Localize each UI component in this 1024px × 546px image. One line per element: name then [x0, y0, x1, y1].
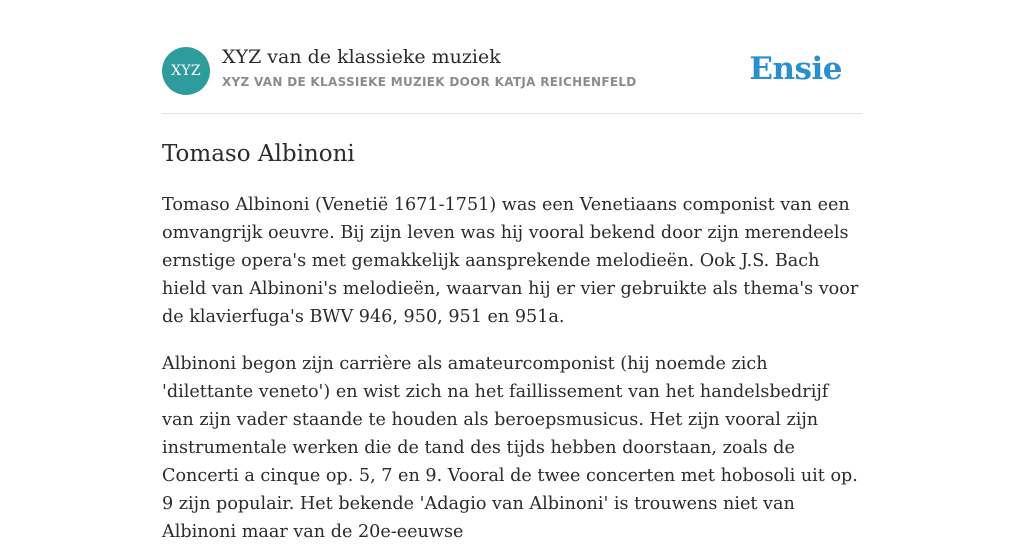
site-title-link[interactable]: XYZ van de klassieke muziek [222, 46, 501, 68]
site-header [162, 0, 862, 114]
ensie-logo-link[interactable]: Ensie [749, 51, 842, 87]
page [162, 0, 862, 546]
site-subtitle: XYZ VAN DE KLASSIEKE MUZIEK DOOR KATJA REICHENFELD [222, 75, 637, 89]
article-paragraph-2: Albinoni begon zijn carrière als amateurcomponist (hij noemde zich 'dilettante veneto') en wist zich na het faillissement van het handelsbedrijf van zijn vader staande te houden als beroepsmusicus. Het zijn vooral zijn instrumentale werken die de tand des tijds hebben doorstaan, zoals de Concerti a cinque op. 5, 7 en 9. Vooral de twee concerten met hobosoli uit op. 9 zijn populair. Het bekende 'Adagio van Albinoni' is trouwens niet van Albinoni maar van de 20e-eeuwse [162, 354, 858, 542]
article-title: Tomaso Albinoni [162, 141, 355, 167]
avatar[interactable]: XYZ [162, 47, 210, 95]
article [162, 138, 862, 546]
article-paragraph-1: Tomaso Albinoni (Venetië 1671-1751) was een Venetiaans componist van een omvangrijk oeuvre. Bij zijn leven was hij vooral bekend door zijn merendeels ernstige opera's met gemakkelijk aansprekende melodieën. Ook J.S. Bach hield van Albinoni's melodieën, waarvan hij er vier gebruikte als thema's voor de klavierfuga's BWV 946, 950, 951 en 951a. [162, 195, 859, 327]
